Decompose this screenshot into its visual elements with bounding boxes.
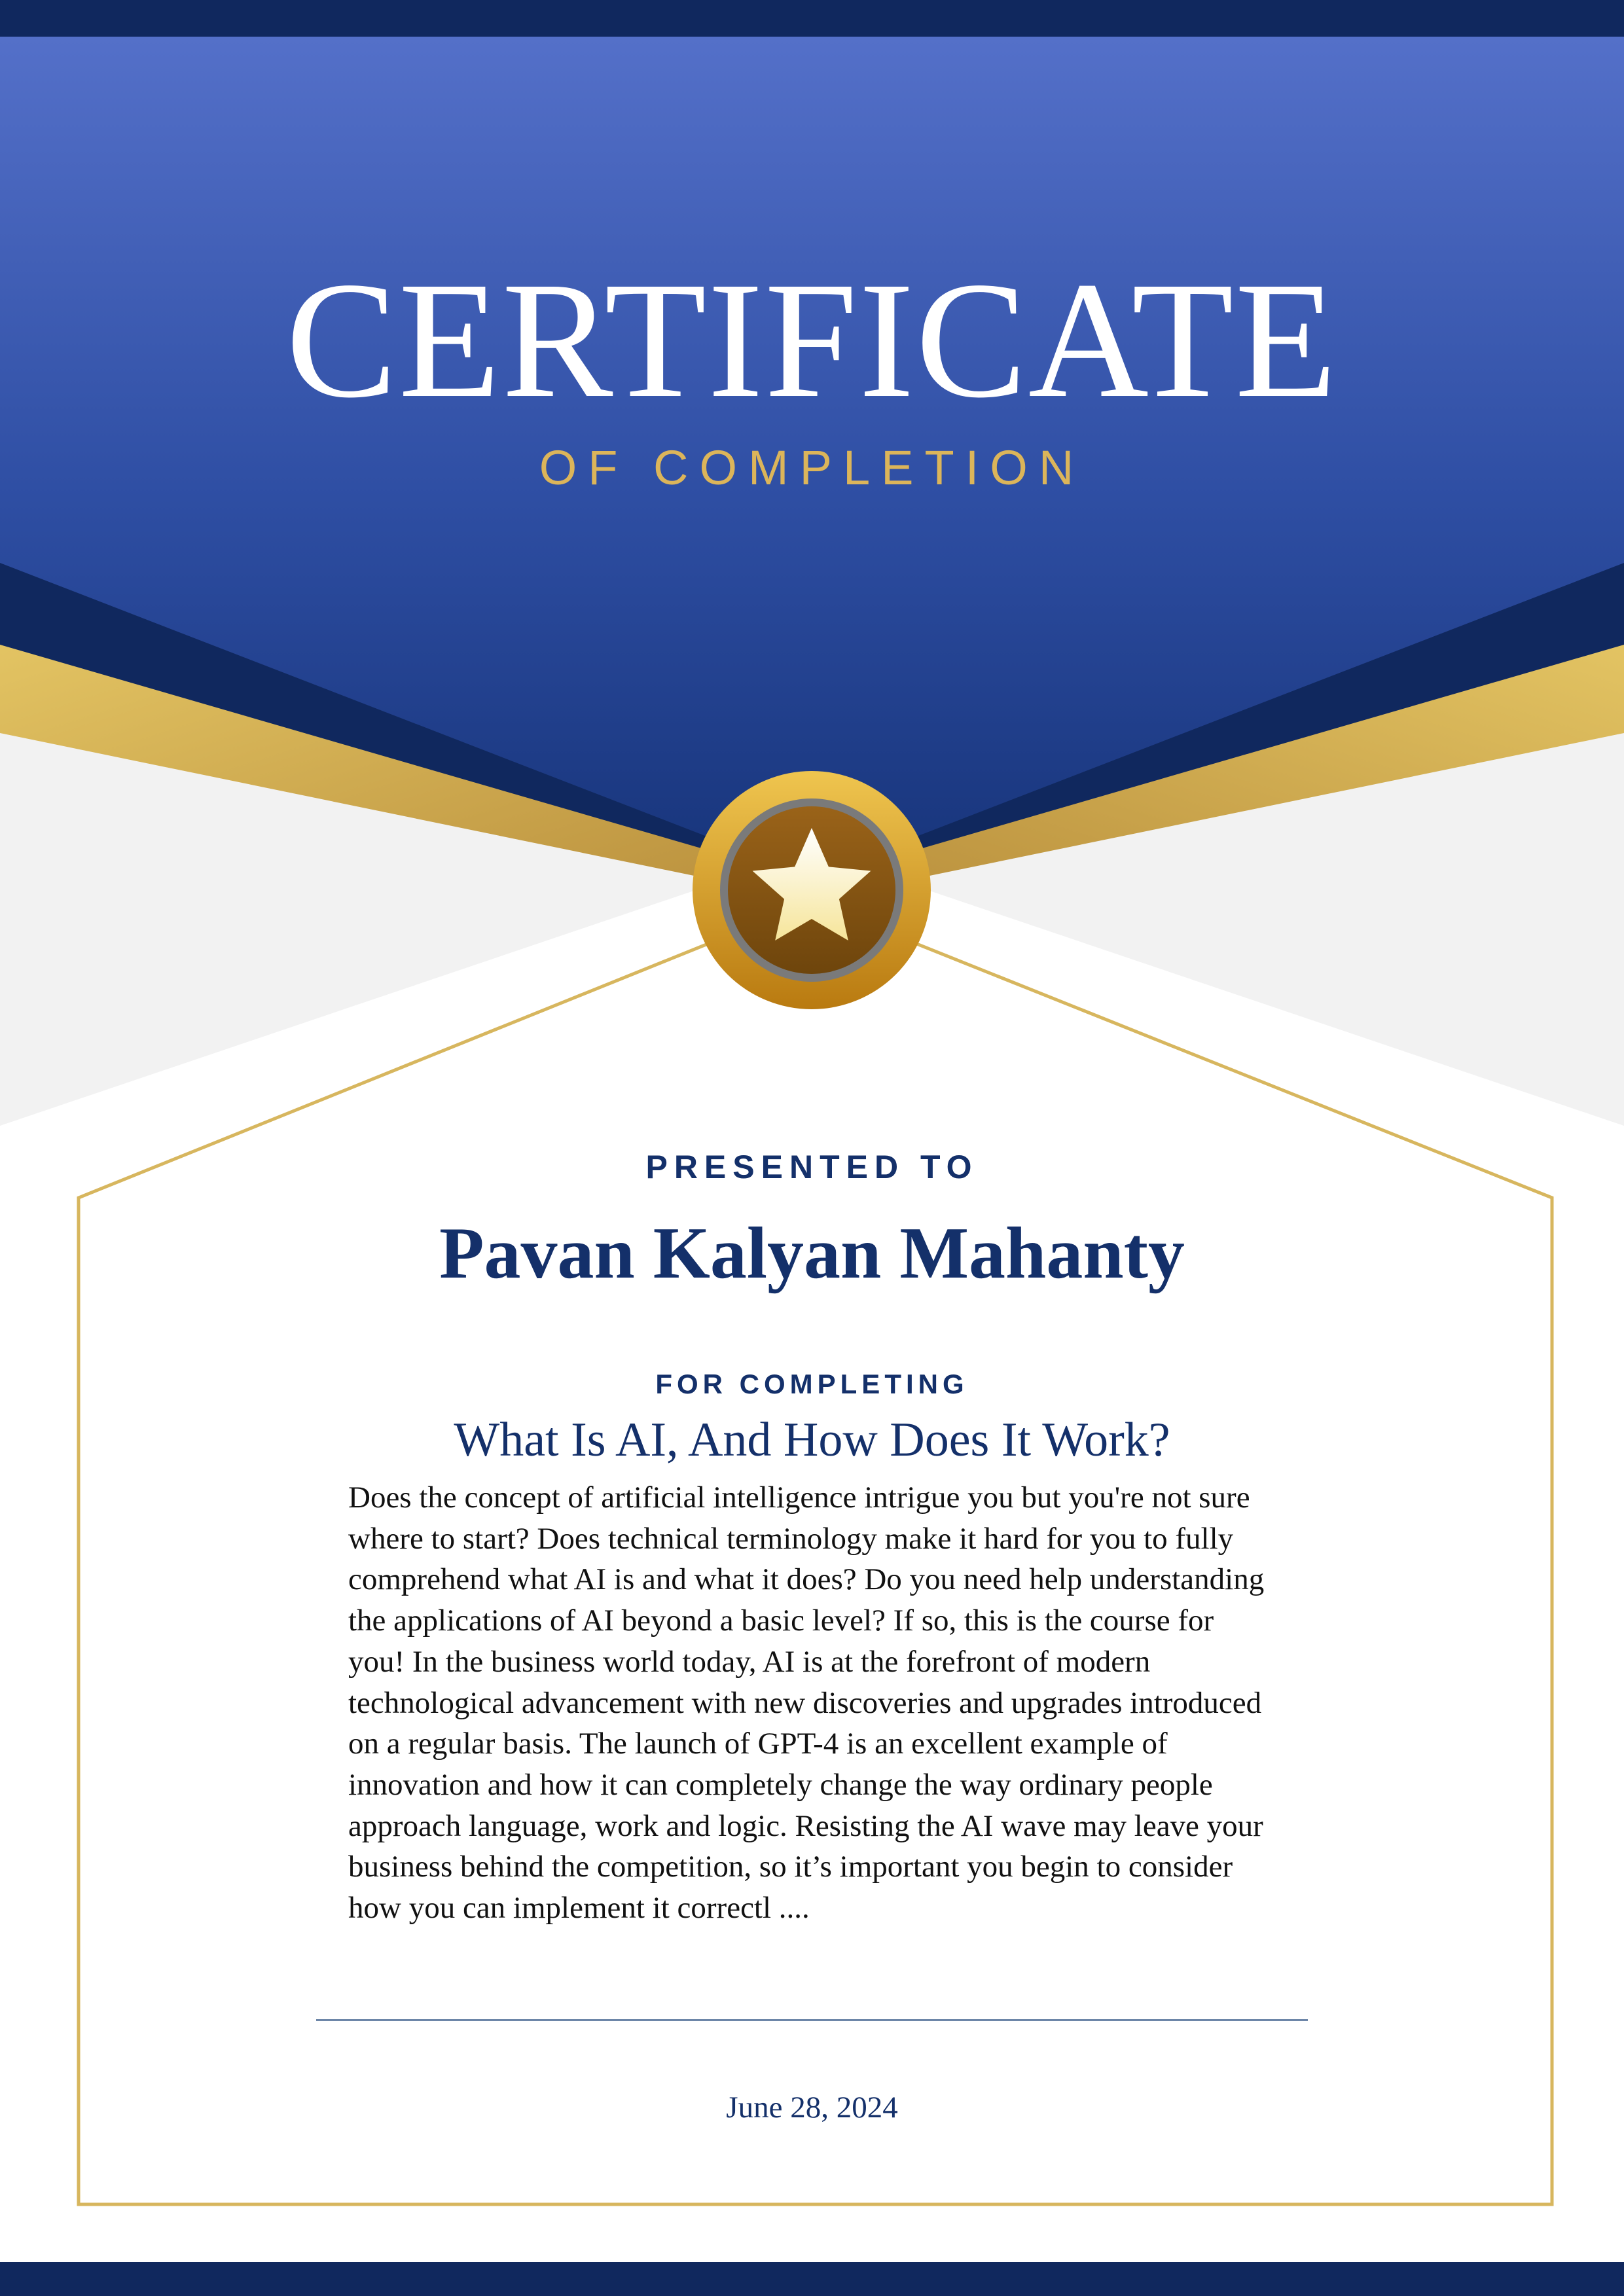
recipient-name: Pavan Kalyan Mahanty xyxy=(439,1213,1185,1294)
top-navy-stripe xyxy=(0,0,1624,37)
course-title: What Is AI, And How Does It Work? xyxy=(454,1413,1170,1467)
certificate-title: CERTIFICATE xyxy=(285,248,1339,433)
star-medal-icon xyxy=(693,771,931,1009)
presented-to-label: PRESENTED TO xyxy=(645,1149,979,1185)
for-completing-label: FOR COMPLETING xyxy=(655,1369,969,1399)
bottom-navy-stripe xyxy=(0,2262,1624,2296)
completion-date: June 28, 2024 xyxy=(726,2090,898,2125)
certificate-subtitle: OF COMPLETION xyxy=(539,440,1085,495)
course-description: Does the concept of artificial intelligence intrigue you but you're not sure where to start? Does technical terminology make it hard for you to fully comprehend what AI is and what it does? Do you need help understanding the applications of AI beyond a basic level? If so, this is the course for you! In the business world today, AI is at the forefront of modern technological advancement with new discoveries and upgrades introduced on a regular basis. The launch of GPT-4 is an excellent example of innovation and how it can completely change the way ordinary people approach language, work and logic. Resisting the AI wave may leave your business behind the competition, so it’s important you begin to consider how you can implement it correctl .... xyxy=(348,1480,1265,1926)
signature-line xyxy=(316,2019,1308,2021)
